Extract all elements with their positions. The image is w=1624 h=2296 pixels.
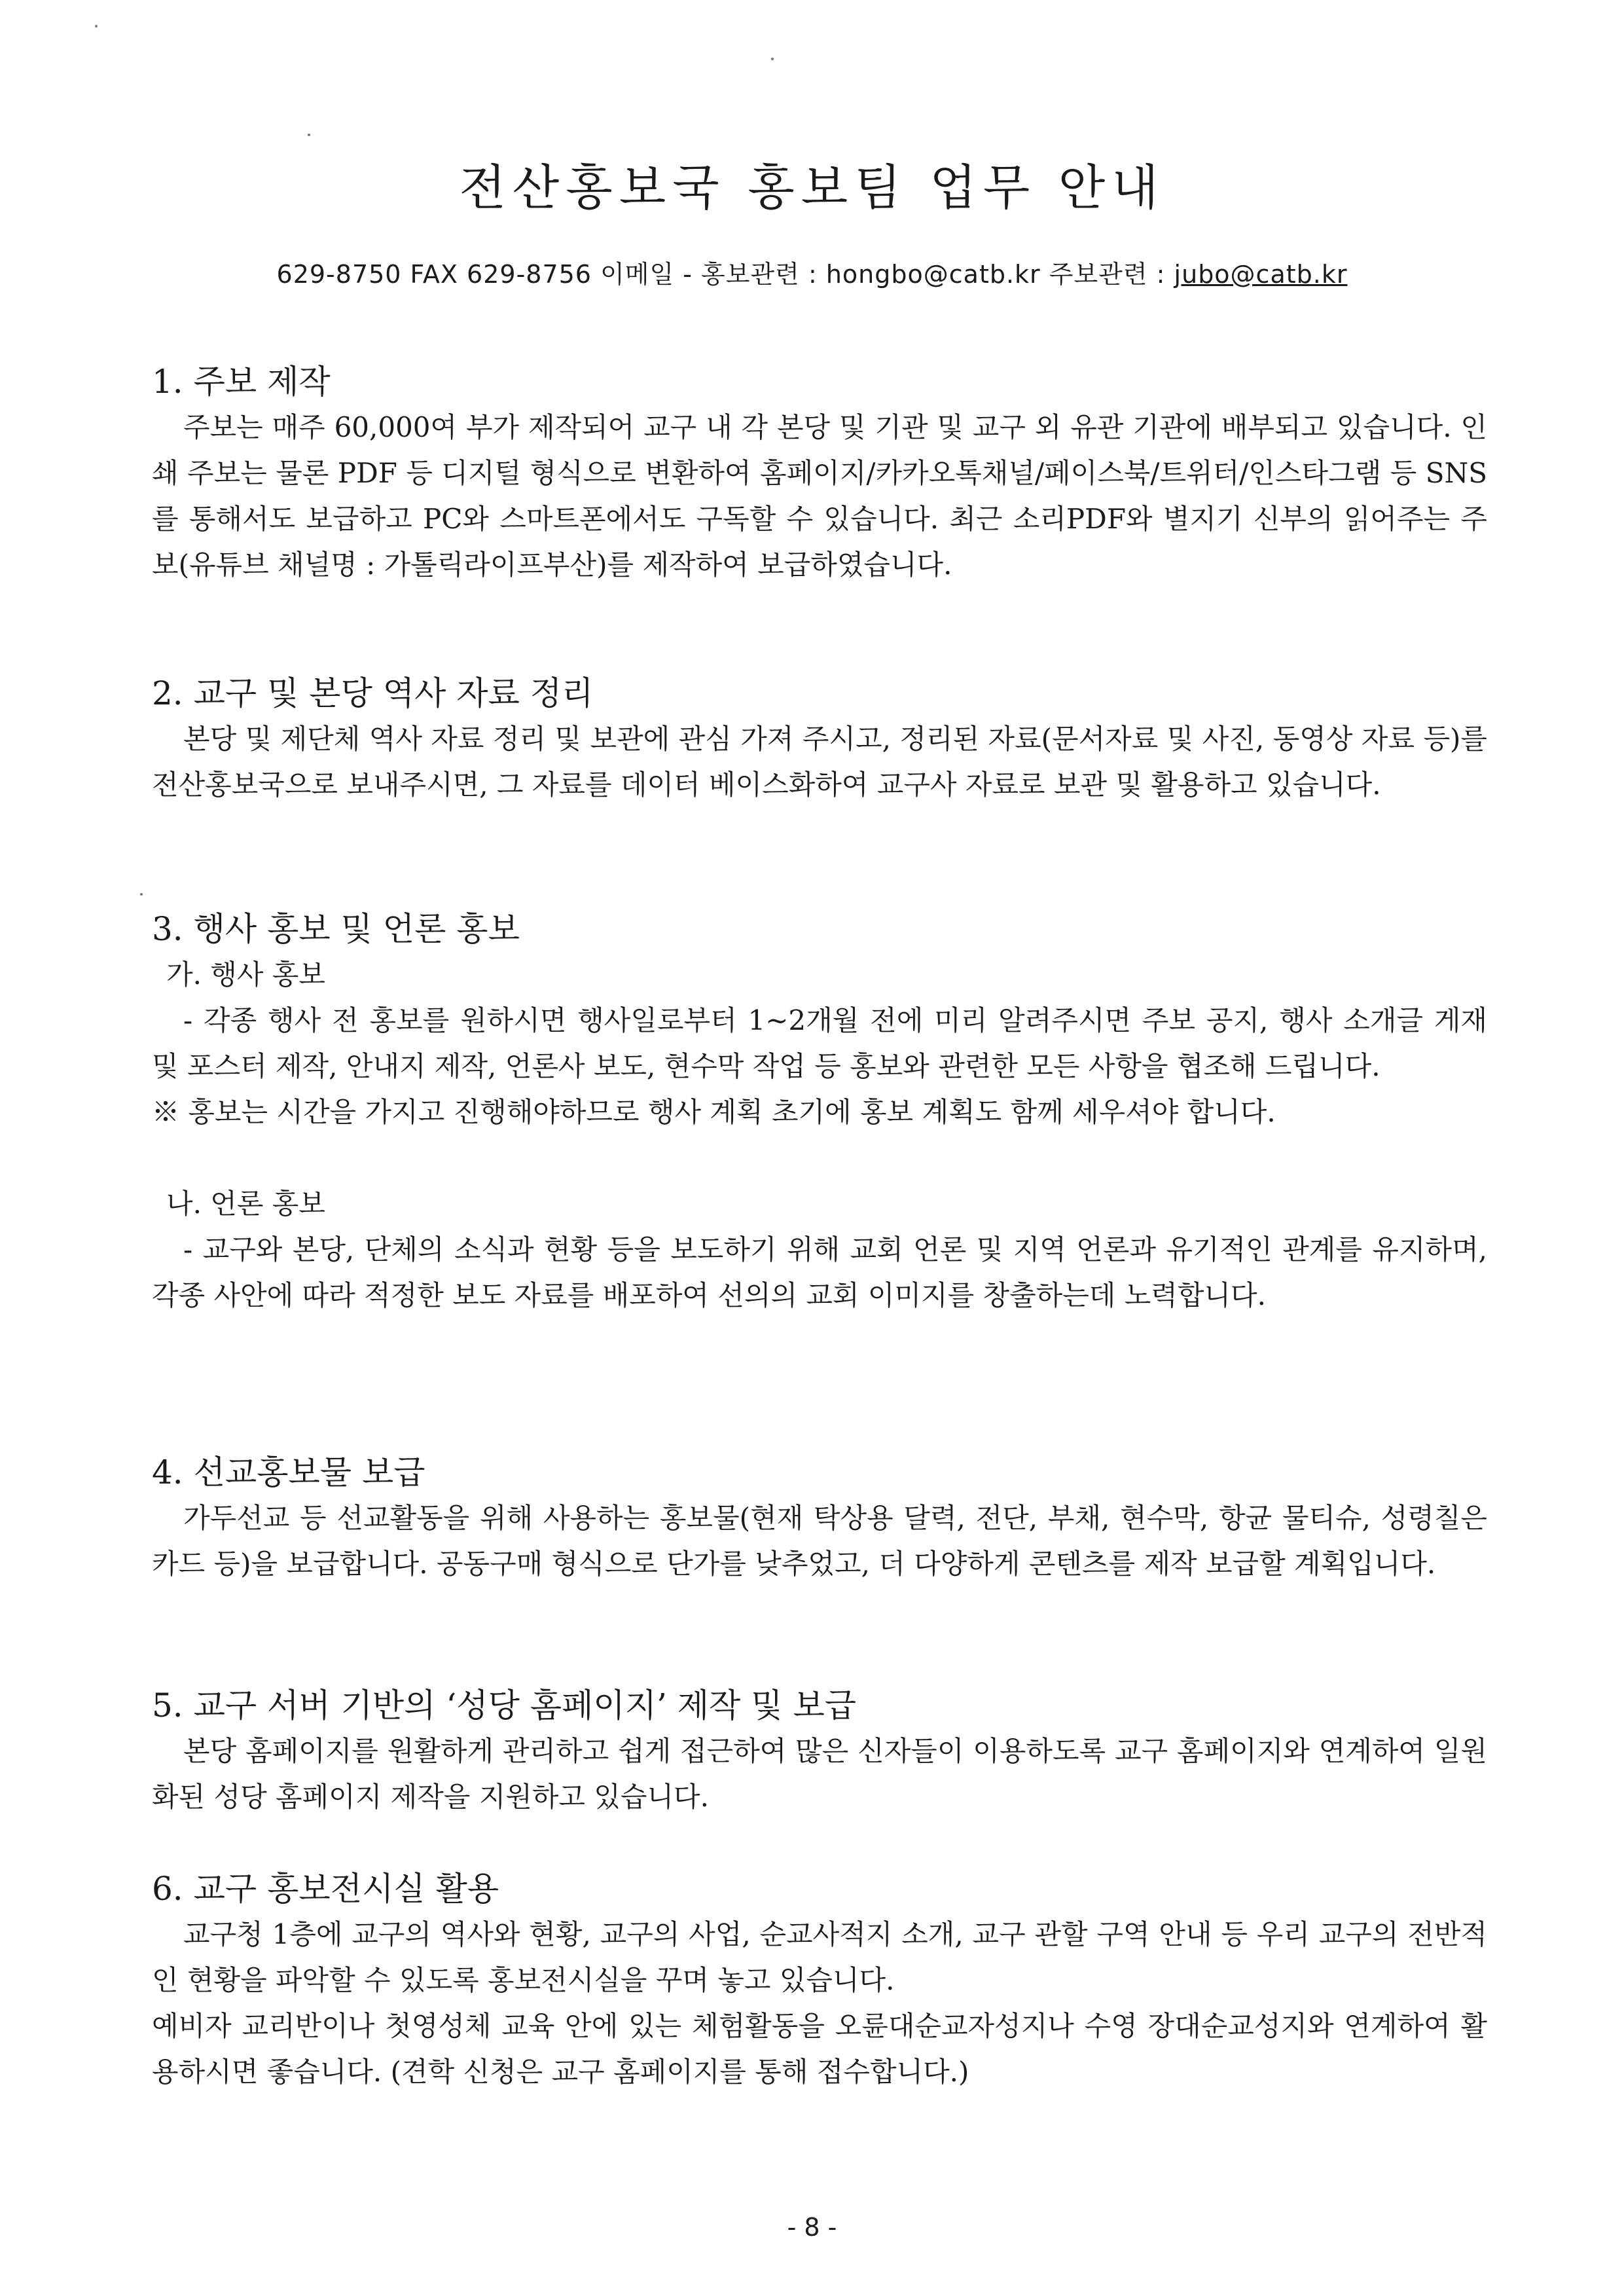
contact-line [0,254,1624,290]
section-exhibition-hall [152,1866,1487,2095]
subsection-title: 나. 언론 홍보 [166,1188,325,1220]
subsection-body: - 각종 행사 전 홍보를 원하시면 행사일로부터 1~2개월 전에 미리 알려주시면 주보 공지, 행사 소개글 게재 및 포스터 제작, 안내지 제작, 언론사 보도, 현수막 작업 등 홍보와 관련한 모든 사항을 협조해 드립니다. [152,1004,1487,1082]
section-history-archive [152,670,1487,808]
section-bulletin [152,359,1487,588]
contact-info: 629-8750 FAX 629-8756 이메일 - 홍보관련 : hongbo@catb.kr 주보관련 : [276,260,1174,289]
section-body-continued: 예비자 교리반이나 첫영성체 교육 안에 있는 체험활동을 오륜대순교자성지나 수영 장대순교성지와 연계하여 활용하시면 좋습니다. (견학 신청은 교구 홈페이지를 통해 접수합니다.) [152,2010,1487,2088]
subsection-note: ※ 홍보는 시간을 가지고 진행해야하므로 행사 계획 초기에 홍보 계획도 함께 세우셔야 합니다. [152,1096,1276,1128]
section-body: 가두선교 등 선교활동을 위해 사용하는 홍보물(현재 탁상용 달력, 전단, 부채, 현수막, 항균 물티슈, 성령칠은카드 등)을 보급합니다. 공동구매 형식으로 단가를 낮추었고, 더 다양하게 콘텐츠를 제작 보급할 계획입니다. [152,1502,1487,1580]
section-heading: 3. 행사 홍보 및 언론 홍보 [152,910,520,948]
section-heading: 6. 교구 홍보전시실 활용 [152,1870,499,1908]
section-heading: 1. 주보 제작 [152,363,331,401]
subsection-title: 가. 행사 홍보 [166,958,325,991]
page-number: - 8 - [787,2213,837,2242]
scan-speck [95,25,98,27]
page-title: 전산홍보국 홍보팀 업무 안내 [459,160,1165,216]
section-heading: 4. 선교홍보물 보급 [152,1453,425,1491]
scan-speck [140,893,143,896]
section-heading: 5. 교구 서버 기반의 ‘성당 홈페이지’ 제작 및 보급 [152,1686,857,1724]
scan-speck [771,58,774,60]
section-event-press [152,906,1487,1319]
section-promo-materials [152,1449,1487,1587]
scan-speck [308,134,310,136]
section-body: 본당 홈페이지를 원활하게 관리하고 쉽게 접근하여 많은 신자들이 이용하도록 교구 홈페이지와 연계하여 일원화된 성당 홈페이지 제작을 지원하고 있습니다. [152,1735,1487,1813]
subsection-body: - 교구와 본당, 단체의 소식과 현황 등을 보도하기 위해 교회 언론 및 지역 언론과 유기적인 관계를 유지하며, 각종 사안에 따라 적정한 보도 자료를 배포하여 선의의 교회 이미지를 창출하는데 노력합니다. [152,1233,1487,1311]
section-heading: 2. 교구 및 본당 역사 자료 정리 [152,674,594,712]
section-body: 본당 및 제단체 역사 자료 정리 및 보관에 관심 가져 주시고, 정리된 자료(문서자료 및 사진, 동영상 자료 등)를 전산홍보국으로 보내주시면, 그 자료를 데이터 베이스화하여 교구사 자료로 보관 및 활용하고 있습니다. [152,723,1487,801]
section-parish-homepage [152,1683,1487,1820]
section-body: 주보는 매주 60,000여 부가 제작되어 교구 내 각 본당 및 기관 및 교구 외 유관 기관에 배부되고 있습니다. 인쇄 주보는 물론 PDF 등 디지털 형식으로 변환하여 홈페이지/카카오톡채널/페이스북/트위터/인스타그램 등 SNS를 통해서도 보급하고 PC와 스마트폰에서도 구독할 수 있습니다. 최근 소리PDF와 별지기 신부의 읽어주는 주보(유튜브 채널명 : 가톨릭라이프부산)를 제작하여 보급하였습니다. [152,411,1487,581]
jubo-email-link[interactable]: jubo@catb.kr [1174,260,1348,289]
section-body: 교구청 1층에 교구의 역사와 현황, 교구의 사업, 순교사적지 소개, 교구 관할 구역 안내 등 우리 교구의 전반적인 현황을 파악할 수 있도록 홍보전시실을 꾸며 놓고 있습니다. [152,1918,1487,1996]
